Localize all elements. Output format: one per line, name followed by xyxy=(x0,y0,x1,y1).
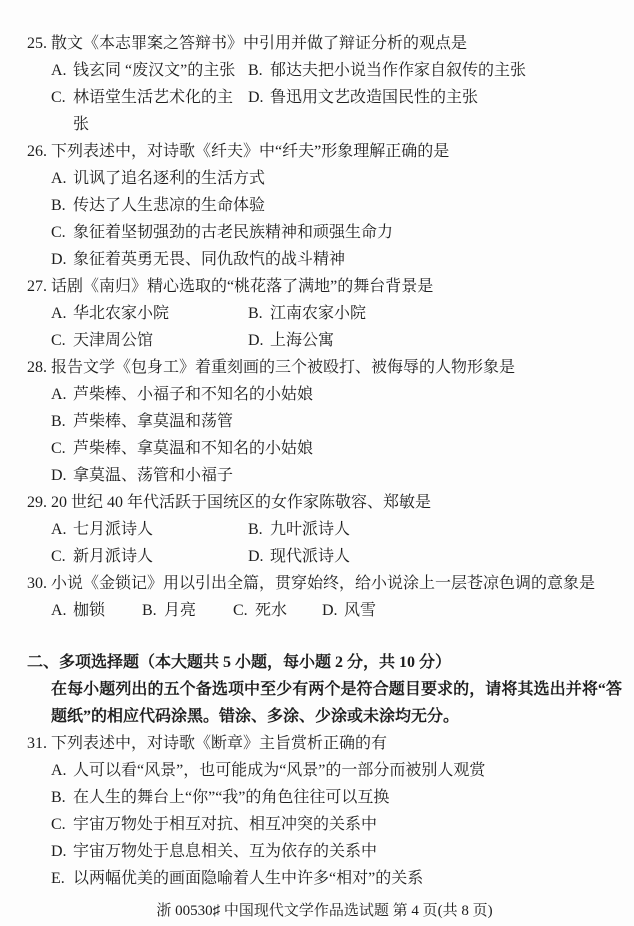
option-row xyxy=(51,838,622,865)
option-row xyxy=(51,462,622,489)
option-row xyxy=(233,597,322,624)
option-row xyxy=(248,327,622,354)
option-row xyxy=(51,300,248,327)
option-row xyxy=(142,597,233,624)
option-row xyxy=(51,84,248,138)
option-label: A. xyxy=(51,386,67,403)
option-text: 以两幅优美的画面隐喻着人生中许多“相对”的关系 xyxy=(73,870,424,887)
option-label: C. xyxy=(51,89,66,106)
option-label: E. xyxy=(51,870,65,887)
question-head xyxy=(27,489,622,516)
option-text: 林语堂生活艺术化的主张 xyxy=(73,89,234,133)
option-label: D. xyxy=(248,548,264,565)
option-label: D. xyxy=(248,332,264,349)
question-number: 31. xyxy=(27,735,47,752)
question-block xyxy=(27,730,622,892)
question-stem: 报告文学《包身工》着重刻画的三个被殴打、被侮辱的人物形象是 xyxy=(51,359,516,376)
option-label: A. xyxy=(51,521,67,538)
option-text: 芦柴棒、拿莫温和不知名的小姑娘 xyxy=(73,440,314,457)
question-stem: 话剧《南归》精心选取的“桃花落了满地”的舞台背景是 xyxy=(51,278,434,295)
option-text: 宇宙万物处于息息相关、互为依存的关系中 xyxy=(73,843,378,860)
option-text: 讥讽了追名逐利的生活方式 xyxy=(73,170,266,187)
option-row xyxy=(51,865,622,892)
option-row xyxy=(51,597,142,624)
question-block xyxy=(27,138,622,273)
option-label: A. xyxy=(51,602,67,619)
option-label: D. xyxy=(51,467,67,484)
question-list-part-two xyxy=(27,730,622,892)
option-text: 象征着坚韧强劲的古老民族精神和顽强生命力 xyxy=(73,224,394,241)
question-block xyxy=(27,489,622,570)
option-list xyxy=(51,57,622,138)
option-row xyxy=(51,57,248,84)
option-label: C. xyxy=(51,332,66,349)
option-label: B. xyxy=(51,413,66,430)
option-row xyxy=(51,811,622,838)
option-row xyxy=(248,543,622,570)
page-footer: 浙 00530♯ 中国现代文学作品选试题 第 4 页(共 8 页) xyxy=(156,903,493,919)
option-text: 华北农家小院 xyxy=(73,305,170,322)
option-row xyxy=(322,597,622,624)
option-text: 芦柴棒、拿莫温和荡管 xyxy=(73,413,234,430)
option-row xyxy=(51,784,622,811)
option-row xyxy=(51,435,622,462)
option-row xyxy=(51,757,622,784)
option-label: D. xyxy=(248,89,264,106)
option-text: 拿莫温、荡管和小福子 xyxy=(73,467,234,484)
option-text: 天津周公馆 xyxy=(73,332,154,349)
option-label: A. xyxy=(51,762,67,779)
question-stem: 小说《金锁记》用以引出全篇，贯穿始终，给小说涂上一层苍凉色调的意象是 xyxy=(51,575,596,592)
option-label: C. xyxy=(51,440,66,457)
option-label: C. xyxy=(51,548,66,565)
option-text: 芦柴棒、小福子和不知名的小姑娘 xyxy=(73,386,314,403)
option-text: 风雪 xyxy=(344,602,377,619)
option-row xyxy=(51,219,622,246)
option-label: B. xyxy=(248,521,263,538)
question-number: 30. xyxy=(27,575,47,592)
option-text: 象征着英勇无畏、同仇敌忾的战斗精神 xyxy=(73,251,346,268)
option-label: B. xyxy=(51,197,66,214)
option-label: D. xyxy=(51,843,67,860)
question-stem: 下列表述中，对诗歌《纤夫》中“纤夫”形象理解正确的是 xyxy=(51,143,450,160)
question-number: 29. xyxy=(27,494,47,511)
option-row xyxy=(51,327,248,354)
option-text: 枷锁 xyxy=(73,602,106,619)
question-number: 28. xyxy=(27,359,47,376)
question-block xyxy=(27,273,622,354)
option-text: 九叶派诗人 xyxy=(270,521,351,538)
option-row xyxy=(51,543,248,570)
option-label: A. xyxy=(51,170,67,187)
option-text: 现代派诗人 xyxy=(270,548,351,565)
option-row xyxy=(51,516,248,543)
option-text: 上海公寓 xyxy=(270,332,335,349)
section-two-heading: 二、多项选择题（本大题共 5 小题，每小题 2 分，共 10 分） xyxy=(27,654,452,671)
option-row xyxy=(248,300,622,327)
option-text: 人可以看“风景”，也可能成为“风景”的一部分而被别人观赏 xyxy=(73,762,486,779)
option-label: C. xyxy=(233,602,248,619)
question-block xyxy=(27,570,622,624)
option-list xyxy=(51,597,622,624)
question-head xyxy=(27,730,622,757)
option-row xyxy=(51,246,622,273)
option-list xyxy=(51,757,622,892)
option-row xyxy=(248,84,622,138)
option-list xyxy=(51,300,622,354)
question-block xyxy=(27,354,622,489)
question-number: 26. xyxy=(27,143,47,160)
option-text: 新月派诗人 xyxy=(73,548,154,565)
option-text: 鲁迅用文艺改造国民性的主张 xyxy=(270,89,479,106)
option-text: 郁达夫把小说当作作家自叙传的主张 xyxy=(270,62,527,79)
question-stem: 散文《本志罪案之答辩书》中引用并做了辩证分析的观点是 xyxy=(51,35,468,52)
question-list-part-one xyxy=(27,30,622,624)
option-label: D. xyxy=(322,602,338,619)
option-text: 死水 xyxy=(255,602,288,619)
option-row xyxy=(51,192,622,219)
section-two-instructions: 在每小题列出的五个备选项中至少有两个是符合题目要求的，请将其选出并将“答题纸”的相应代码涂黑。错涂、多涂、少涂或未涂均无分。 xyxy=(51,681,622,725)
option-row xyxy=(51,381,622,408)
option-label: B. xyxy=(248,62,263,79)
question-number: 27. xyxy=(27,278,47,295)
option-label: D. xyxy=(51,251,67,268)
option-label: C. xyxy=(51,224,66,241)
question-stem: 20 世纪 40 年代活跃于国统区的女作家陈敬容、郑敏是 xyxy=(51,494,432,511)
option-text: 月亮 xyxy=(164,602,197,619)
question-head xyxy=(27,30,622,57)
option-row xyxy=(248,57,622,84)
question-head xyxy=(27,273,622,300)
question-head xyxy=(27,138,622,165)
option-label: B. xyxy=(51,789,66,806)
option-row xyxy=(51,165,622,192)
option-text: 宇宙万物处于相互对抗、相互冲突的关系中 xyxy=(73,816,378,833)
option-list xyxy=(51,165,622,273)
option-list xyxy=(51,381,622,489)
option-text: 传达了人生悲凉的生命体验 xyxy=(73,197,266,214)
option-text: 七月派诗人 xyxy=(73,521,154,538)
question-stem: 下列表述中，对诗歌《断章》主旨赏析正确的有 xyxy=(51,735,388,752)
option-row xyxy=(51,408,622,435)
option-text: 江南农家小院 xyxy=(270,305,367,322)
question-block xyxy=(27,30,622,138)
option-list xyxy=(51,516,622,570)
option-text: 钱玄同 “废汉文”的主张 xyxy=(73,62,236,79)
option-row xyxy=(248,516,622,543)
question-number: 25. xyxy=(27,35,47,52)
option-text: 在人生的舞台上“你”“我”的角色往往可以互换 xyxy=(73,789,390,806)
option-label: B. xyxy=(142,602,157,619)
question-head xyxy=(27,570,622,597)
option-label: C. xyxy=(51,816,66,833)
question-head xyxy=(27,354,622,381)
option-label: A. xyxy=(51,305,67,322)
option-label: A. xyxy=(51,62,67,79)
option-label: B. xyxy=(248,305,263,322)
